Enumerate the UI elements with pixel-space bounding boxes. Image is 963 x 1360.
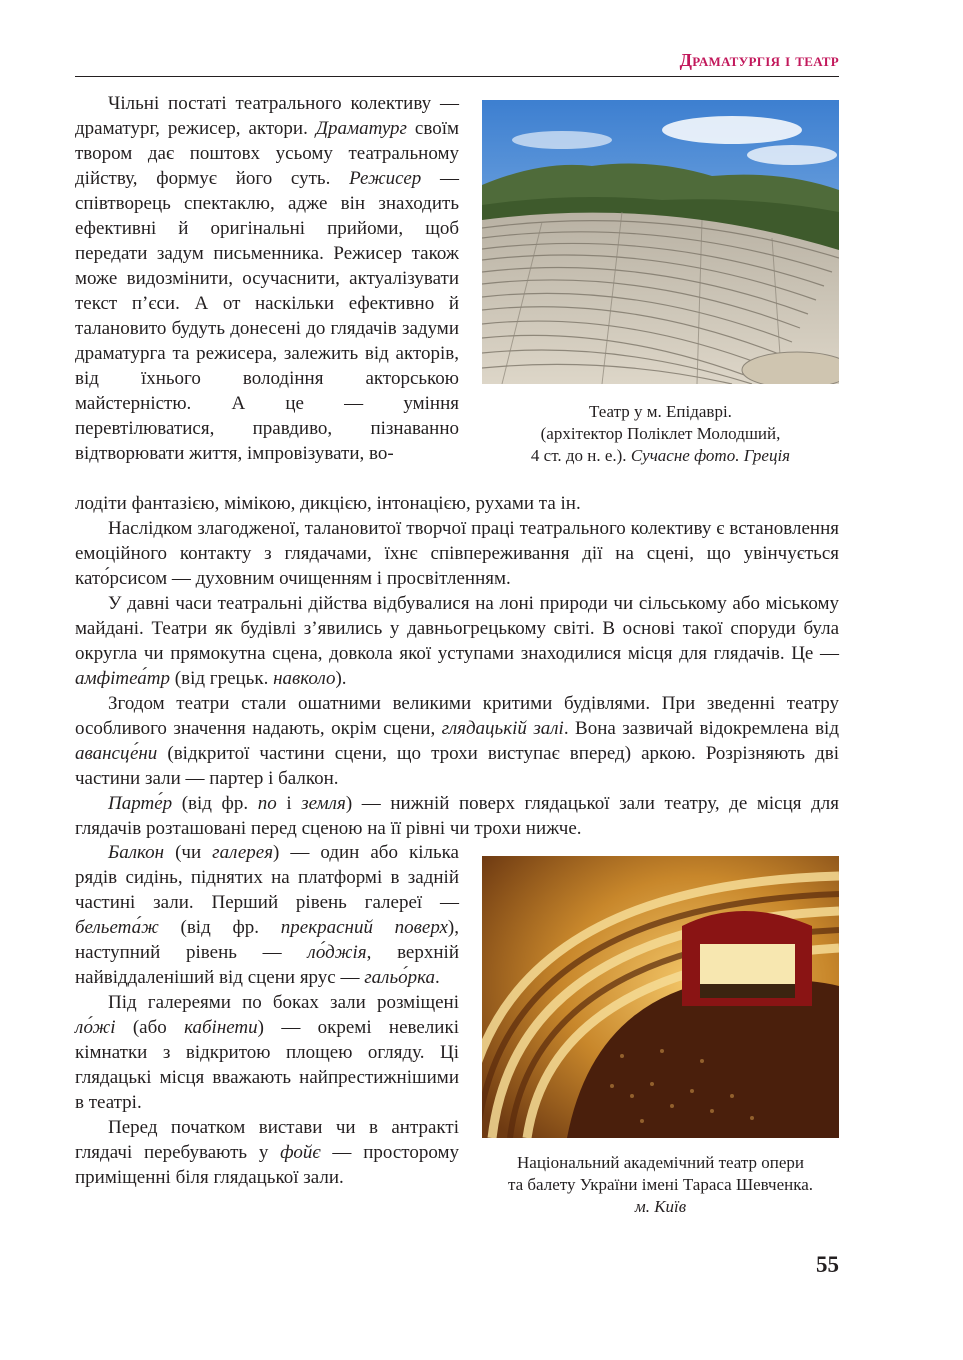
para4-text-1: Згодом театри стали ошатними великими критими будівлями. При зведенні театру особливого значення надають, окрім сцени, bbox=[75, 693, 839, 739]
page-number: 55 bbox=[816, 1252, 839, 1277]
para-foyer bbox=[75, 1115, 459, 1190]
term-loggia: ло́джія bbox=[307, 942, 367, 963]
intro-text-2: своїм твором дає поштовх усьому театральному дійству, формує його суть. bbox=[75, 118, 459, 189]
para6-text-1: (чи bbox=[164, 842, 213, 863]
para-catharsis: Наслідком злагодженої, талановитої творчої праці театрального колективу є встановлення емоційного контакту з глядачами, їхнє співпереживання дії на сцені, що увінчується като́рсисом — духовним очищенням і просвітленням. bbox=[75, 518, 839, 589]
para6-text-6: . bbox=[435, 967, 440, 988]
figure1-caption-line2: (архітектор Поліклет Молодший, bbox=[540, 424, 781, 443]
para-parterre bbox=[75, 791, 839, 841]
figure2-caption bbox=[482, 1152, 839, 1218]
term-gallery: галерея bbox=[212, 842, 274, 863]
para5-text-3: ) — нижній поверх глядацької зали театру, де місця для глядачів розташовані перед сценою на її рівні чи трохи нижче. bbox=[75, 793, 839, 839]
para8-text-1: Перед початком вистави чи в антракті глядачі перебувають у bbox=[75, 1117, 459, 1163]
intro-text-3: — співтворець спектаклю, адже він знаходить ефективні й оригінальні прийоми, щоб передати задум письменника. Режисер також може видозмінити, осучаснити, актуалізувати текст п’єси. А от наскільки ефективно й талановито будуть донесені до глядачів задуми драматурга та режисера, залежить від акторів, від їхнього володіння акторською майстерністю. А це — уміння перевтілюватися, правдиво, пізнаванно відтворювати життя, імпровізувати, во- bbox=[75, 168, 459, 464]
term-amphitheatre: амфітеа́тр bbox=[75, 668, 171, 689]
term-auditorium: глядацькій залі bbox=[441, 718, 564, 739]
para-boxes bbox=[75, 990, 459, 1115]
term-dramatist: Драматург bbox=[315, 118, 407, 139]
para8-text-2: — просторому приміщенні біля глядацької зали. bbox=[75, 1142, 459, 1188]
para6-text-3: (від фр. bbox=[158, 917, 281, 938]
para3-text-1: У давні часи театральні дійства відбувалися на лоні природи чи сільському або міському майдані. Театри як будівлі з’явились у давньогрецькому світі. В основі такої споруди була округла чи прямокутна сцена, довкола якої уступами знаходилися місця для глядачів. Це — bbox=[75, 593, 839, 664]
figure2-caption-line3 bbox=[482, 1196, 839, 1218]
para6-text-5: , верхній найвіддаленіший від сцени ярус — bbox=[75, 942, 459, 988]
para5-text-1: (від фр. bbox=[172, 793, 258, 814]
figure2-caption-line1: Національний академічний театр опери bbox=[517, 1153, 804, 1172]
para7-text-3: ) — окремі невеликі кімнатки з відкритою площею огляду. Ці глядацькі місця вважають найпрестижнішими в театрі. bbox=[75, 1017, 459, 1113]
epidaurus-theatre-photo bbox=[482, 100, 839, 384]
figure2-caption-city: м. Київ bbox=[634, 1197, 687, 1216]
para-balcony bbox=[75, 840, 459, 990]
figure2-caption-line2: та балету України імені Тараса Шевченка. bbox=[507, 1175, 814, 1194]
figure1-caption-line3 bbox=[482, 445, 839, 467]
term-terre: земля bbox=[301, 793, 346, 814]
term-boxes: ло́жі bbox=[75, 1017, 116, 1038]
term-proscenium: авансце́ни bbox=[75, 743, 158, 764]
para3-text-2: (від грецьк. bbox=[170, 668, 274, 689]
intro-text-1: Чільні постаті театрального колективу — драматург, режисер, актори. bbox=[75, 93, 459, 139]
figure1-caption-line1: Театр у м. Епідаврі. bbox=[589, 402, 732, 421]
term-balcony: Балкон bbox=[108, 842, 165, 863]
running-title: Драматургія і театр bbox=[679, 50, 839, 70]
para7-text-1: Під галереями по боках зали розміщені bbox=[108, 992, 459, 1013]
header-rule bbox=[75, 76, 839, 77]
term-beletage: бельета́ж bbox=[75, 917, 159, 938]
term-foyer: фойє bbox=[280, 1142, 321, 1163]
full-width-section bbox=[75, 491, 839, 841]
para5-text-2: і bbox=[276, 793, 302, 814]
kyiv-opera-photo bbox=[482, 856, 839, 1138]
figure1-caption-source: Сучасне фото. Греція bbox=[630, 446, 791, 465]
intro-paragraph bbox=[75, 91, 459, 466]
para3-text-3: ). bbox=[335, 668, 347, 689]
figure1-caption-date: 4 ст. до н. е.). bbox=[530, 446, 631, 465]
term-par: по bbox=[257, 793, 277, 814]
term-gallery-top: гальо́рка bbox=[364, 967, 436, 988]
intro-last-line: лодіти фантазією, мімікою, дикцією, інтонацією, рухами та ін. bbox=[75, 493, 581, 514]
para-auditorium bbox=[75, 691, 839, 791]
term-around: навколо bbox=[273, 668, 336, 689]
para4-text-3: (відкритої частини сцени, що трохи виступає вперед) аркою. Розрізняють дві частини зали — партер і балкон. bbox=[75, 743, 839, 789]
term-parterre: Парте́р bbox=[108, 793, 173, 814]
para6-text-2: ) — один або кілька рядів сидінь, піднятих на платформі в задній частині зали. Перший рівень галереї — bbox=[75, 842, 459, 913]
para7-text-2: (або bbox=[115, 1017, 185, 1038]
term-beautiful-floor: прекрасний поверх bbox=[280, 917, 448, 938]
para4-text-2: . Вона зазвичай відокремлена від bbox=[563, 718, 839, 739]
para6-text-4: ), наступний рівень — bbox=[75, 917, 459, 963]
term-cabinets: кабінети bbox=[184, 1017, 258, 1038]
term-director: Режисер bbox=[349, 168, 422, 189]
figure1-caption bbox=[482, 401, 839, 467]
left-column-lower bbox=[75, 840, 459, 1190]
para-amphitheatre bbox=[75, 591, 839, 691]
